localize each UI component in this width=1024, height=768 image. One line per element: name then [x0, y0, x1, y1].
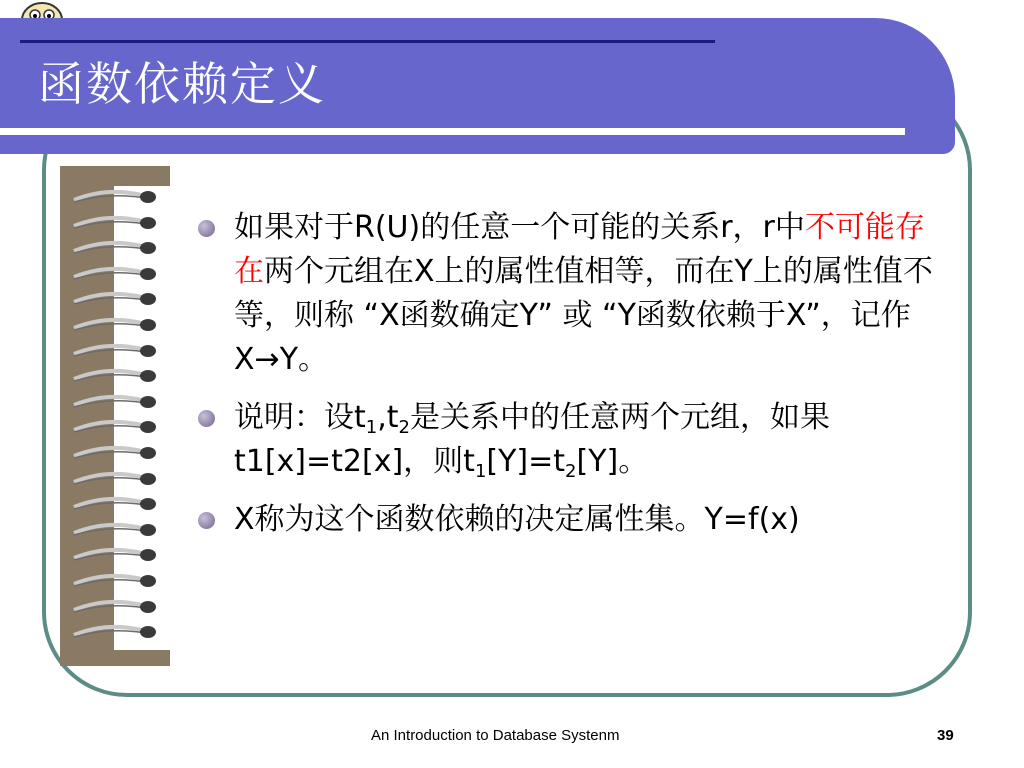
- bullet-text: X称为这个函数依赖的决定属性集。Y=f(x): [234, 502, 800, 537]
- bullet-text: [Y]=t: [486, 444, 566, 479]
- spiral-ring-icon: [68, 444, 160, 462]
- spiral-ring-icon: [68, 239, 160, 257]
- bullet-dot-icon: [198, 410, 215, 427]
- banner-underline: [0, 128, 905, 135]
- spiral-ring-icon: [68, 546, 160, 564]
- bullet-text: 是关系中的任意两个元组，如果t1[x]=t2[x]，则t: [234, 400, 830, 479]
- banner-divider: [20, 40, 715, 43]
- bullet-item: [196, 498, 946, 542]
- bullet-text: 如果对于R(U)的任意一个可能的关系r，r中: [234, 210, 805, 245]
- spiral-ring-icon: [68, 572, 160, 590]
- bullet-dot-icon: [198, 512, 215, 529]
- bullet-text: [Y]。: [576, 444, 649, 479]
- bullet-list: [196, 206, 946, 556]
- bullet-text: 说明：设t: [234, 400, 366, 435]
- bullet-text: ,t: [377, 400, 399, 435]
- spiral-ring-icon: [68, 214, 160, 232]
- bullet-item: [196, 396, 946, 484]
- page-number: 39: [937, 727, 954, 744]
- spiral-ring-icon: [68, 290, 160, 308]
- spiral-ring-icon: [68, 188, 160, 206]
- bullet-item: [196, 206, 946, 382]
- subscript-text: 1: [474, 461, 487, 482]
- subscript-text: 2: [565, 461, 577, 482]
- footer-text: An Introduction to Database Systenm: [371, 727, 620, 744]
- highlight-text: 不可能存在: [234, 210, 925, 289]
- spiral-ring-icon: [68, 598, 160, 616]
- bullet-text: 两个元组在X上的属性值相等，而在Y上的属性值不等，则称 “X函数确定Y” 或 “Y函数依赖于X”，记作X→Y。: [234, 254, 933, 377]
- spiral-ring-icon: [68, 495, 160, 513]
- spiral-ring-icon: [68, 342, 160, 360]
- spiral-ring-icon: [68, 316, 160, 334]
- slide-title: 函数依赖定义: [38, 57, 326, 111]
- subscript-text: 1: [365, 417, 378, 438]
- spiral-ring-icon: [68, 623, 160, 641]
- subscript-text: 2: [398, 417, 410, 438]
- spiral-ring-icon: [68, 418, 160, 436]
- spiral-ring-icon: [68, 521, 160, 539]
- spiral-ring-icon: [68, 470, 160, 488]
- bullet-dot-icon: [198, 220, 215, 237]
- spiral-ring-icon: [68, 265, 160, 283]
- spiral-ring-icon: [68, 393, 160, 411]
- spiral-ring-icon: [68, 367, 160, 385]
